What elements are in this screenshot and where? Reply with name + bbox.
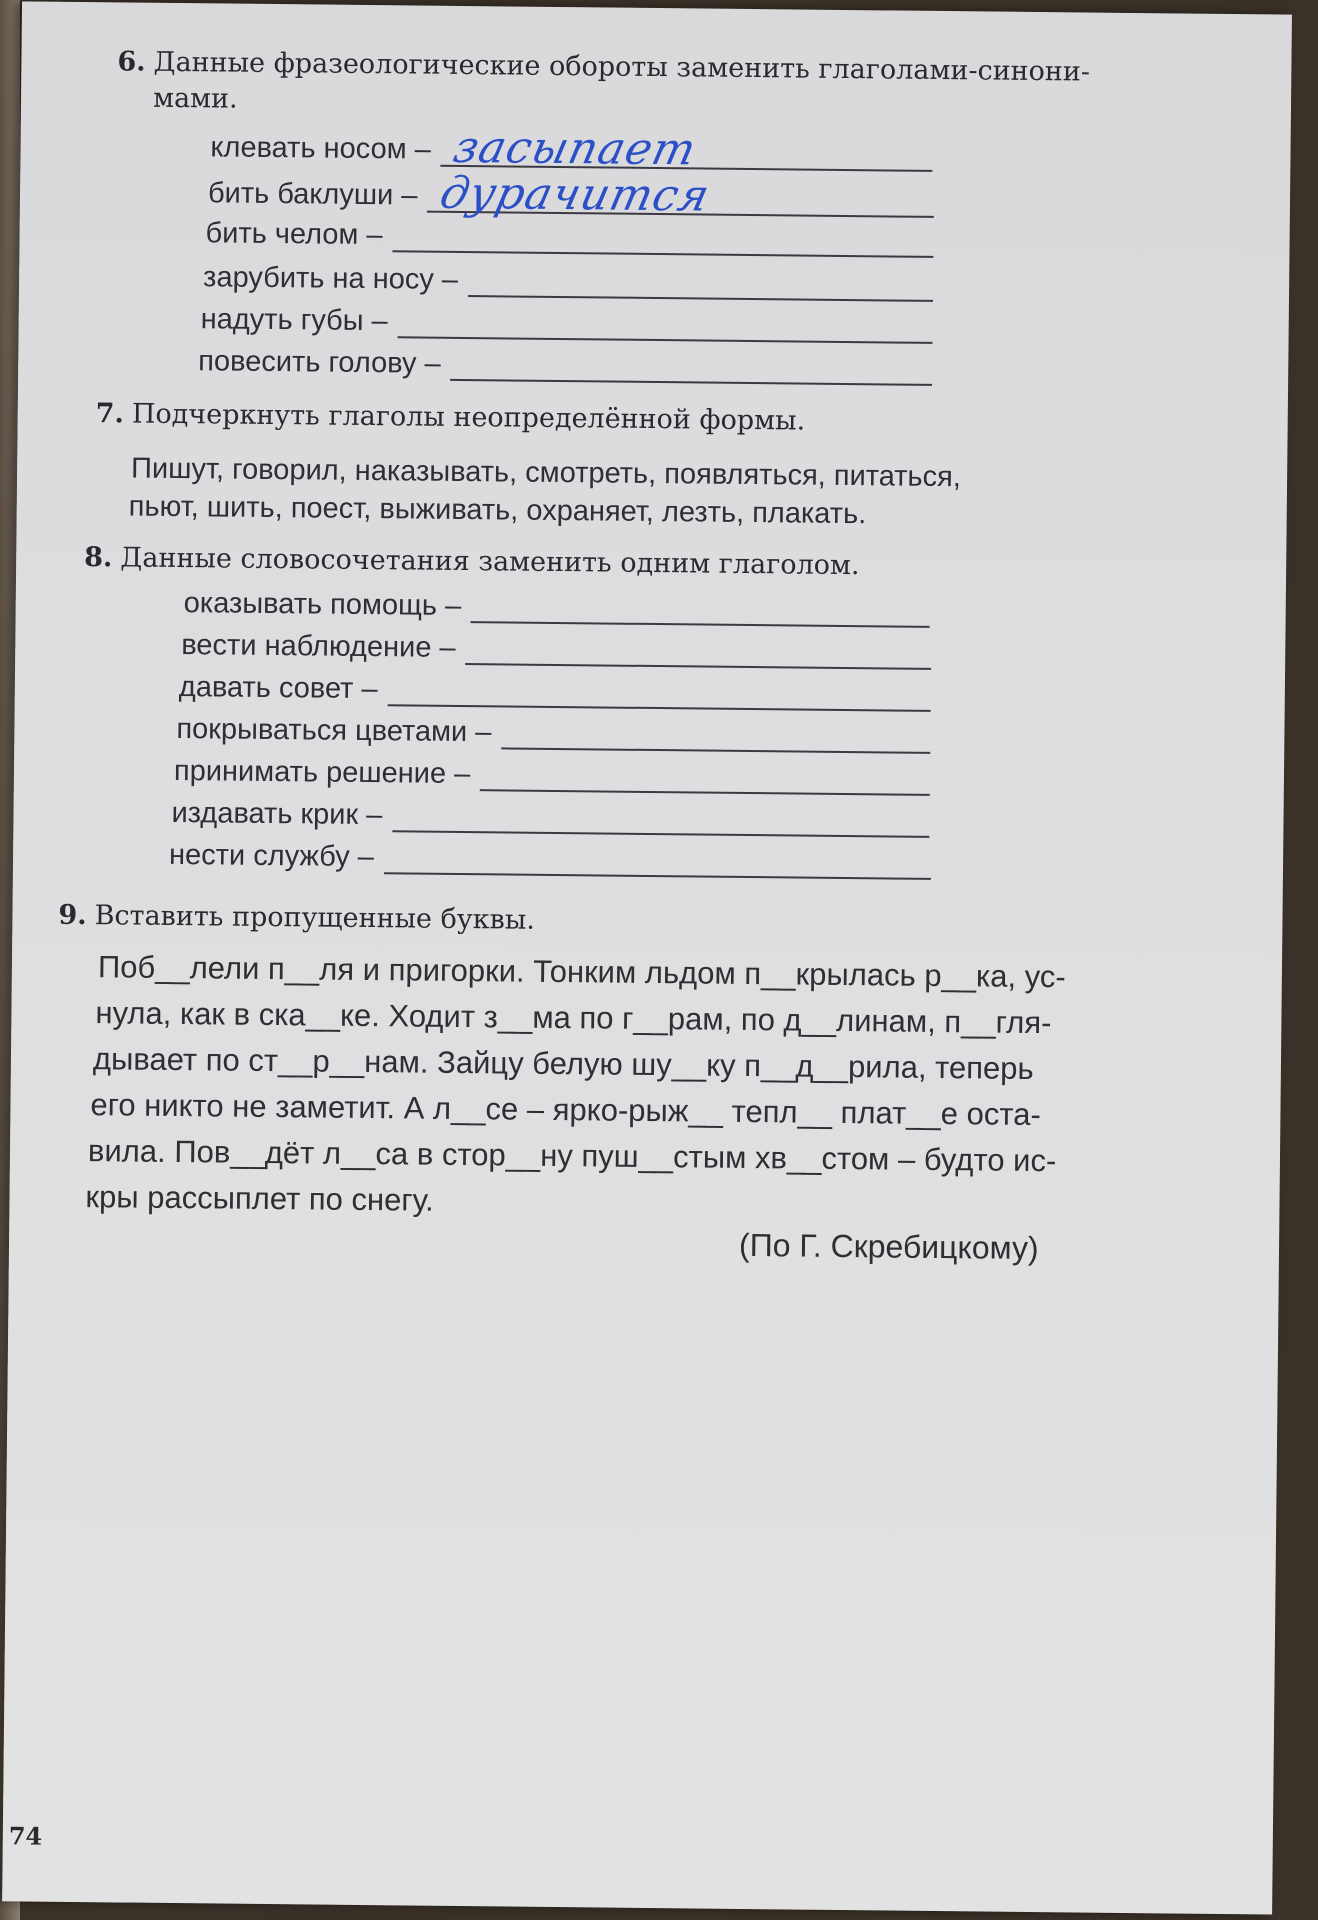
answer-line[interactable] (465, 633, 931, 670)
task6-item: бить баклуши – дурачится (208, 177, 934, 218)
answer-line[interactable] (392, 800, 929, 838)
task9-text-line: Поб__лели п__ля и пригорки. Тонким льдом п__крылась р__ка, ус- (97, 949, 1066, 995)
task8-item: давать совет – (179, 671, 931, 712)
task9-text-line: кры рассыплет по снегу. (85, 1179, 434, 1218)
task7-words-line2: пьют, шить, поест, выживать, охраняет, лезть, плакать. (128, 490, 867, 531)
handwritten-answer: засыпает (449, 121, 702, 176)
answer-line[interactable] (392, 220, 933, 258)
answer-line[interactable] (471, 591, 930, 628)
task9-text-line: дывает по ст__р__нам. Зайцу белую шу__ку п__д__рила, теперь (92, 1041, 1034, 1087)
task6-item: бить челом – (205, 217, 933, 258)
task9-text-line: вила. Пов__дёт л__са в стор__ну пуш__стым хв__стом – будто ис- (87, 1133, 1057, 1179)
task8-item: покрываться цветами – (176, 713, 930, 754)
handwritten-answer: дурачится (435, 167, 716, 222)
answer-line[interactable] (451, 349, 933, 386)
task7-title: 7. Подчеркнуть глаголы неопределённой формы. (95, 398, 806, 437)
task7-words-line1: Пишут, говорил, наказывать, смотреть, появляться, питаться, (130, 452, 962, 494)
task6-item: зарубить на носу – (203, 261, 933, 302)
task9-text-line: нула, как в ска__ке. Ходит з__ма по г__рам, по д__линам, п__гля- (95, 995, 1052, 1041)
task8-item: издавать крик – (171, 797, 929, 838)
task8-item: принимать решение – (174, 755, 930, 796)
task6-item: надуть губы – (201, 303, 933, 344)
task8-item: вести наблюдение – (181, 629, 931, 670)
task9-title: 9. Вставить пропущенные буквы. (58, 899, 536, 936)
workbook-page (2, 1, 1292, 1914)
task8-item: оказывать помощь – (184, 587, 930, 628)
task6-item: повесить голову – (198, 345, 932, 386)
task8-title: 8. Данные словосочетания заменить одним глаголом. (84, 542, 860, 582)
task6-title: 6. Данные фразеологические обороты заменить глаголами-синони- (117, 46, 1091, 88)
task6-title-cont: мами. (152, 82, 238, 115)
task9-text-line: его никто не заметит. А л__се – ярко-рыж__ тепл__ плат__е оста- (90, 1087, 1041, 1133)
answer-line[interactable] (398, 306, 933, 344)
answer-line[interactable] (480, 759, 930, 796)
task8-item: нести службу – (169, 839, 931, 880)
answer-line[interactable] (468, 265, 933, 302)
page-number: 74 (8, 1821, 43, 1851)
text-attribution: (По Г. Скребицкому) (738, 1226, 1039, 1267)
answer-line[interactable] (384, 842, 931, 880)
answer-line[interactable] (387, 674, 931, 712)
answer-line[interactable] (501, 717, 930, 753)
task6-item: клевать носом – засыпает (210, 131, 932, 172)
